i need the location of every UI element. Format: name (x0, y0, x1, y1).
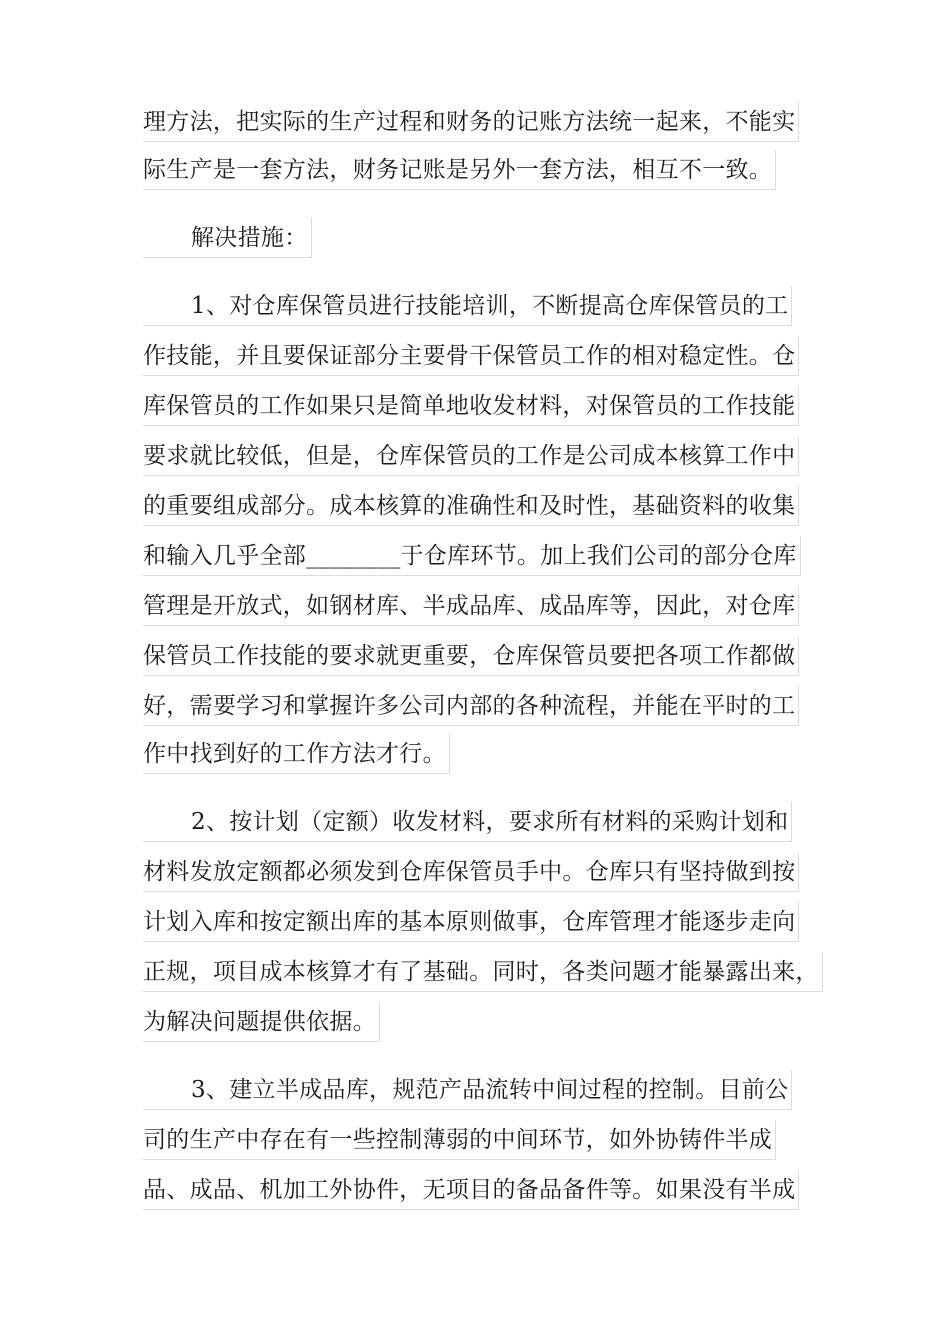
text-line: 1、对仓库保管员进行技能培训，不断提高仓库保管员的工 (143, 286, 792, 326)
text-line: 好，需要学习和掌握许多公司内部的各种流程，并能在平时的工 (143, 686, 799, 726)
text-line: 际生产是一套方法，财务记账是另外一套方法，相互不一致。 (143, 150, 776, 190)
text-line: 品、成品、机加工外协件，无项目的备品备件等。如果没有半成 (143, 1170, 799, 1210)
text-line: 司的生产中存在有一些控制薄弱的中间环节，如外协铸件半成 (143, 1120, 776, 1160)
text-line: 作中找到好的工作方法才行。 (143, 734, 450, 774)
text-line: 库保管员的工作如果只是简单地收发材料，对保管员的工作技能 (143, 386, 799, 426)
text-line: 作技能，并且要保证部分主要骨干保管员工作的相对稳定性。仓 (143, 336, 799, 376)
text-line: 和输入几乎全部________于仓库环节。加上我们公司的部分仓库 (143, 536, 801, 576)
text-line: 保管员工作技能的要求就更重要，仓库保管员要把各项工作都做 (143, 636, 799, 676)
text-line: 要求就比较低，但是，仓库保管员的工作是公司成本核算工作中 (143, 436, 799, 476)
text-line: 2、按计划（定额）收发材料，要求所有材料的采购计划和 (143, 802, 792, 842)
text-line: 3、建立半成品库，规范产品流转中间过程的控制。目前公 (143, 1070, 792, 1110)
text-line: 为解决问题提供依据。 (143, 1002, 380, 1042)
text-line: 理方法，把实际的生产过程和财务的记账方法统一起来，不能实 (143, 102, 799, 142)
text-line: 计划入库和按定额出库的基本原则做事，仓库管理才能逐步走向 (143, 902, 799, 942)
section-heading: 解决措施： (143, 218, 312, 258)
text-line: 材料发放定额都必须发到仓库保管员手中。仓库只有坚持做到按 (143, 852, 799, 892)
text-line: 正规，项目成本核算才有了基础。同时，各类问题才能暴露出来， (143, 952, 823, 992)
text-line: 的重要组成部分。成本核算的准确性和及时性，基础资料的收集 (143, 486, 799, 526)
text-line: 管理是开放式，如钢材库、半成品库、成品库等，因此，对仓库 (143, 586, 799, 626)
